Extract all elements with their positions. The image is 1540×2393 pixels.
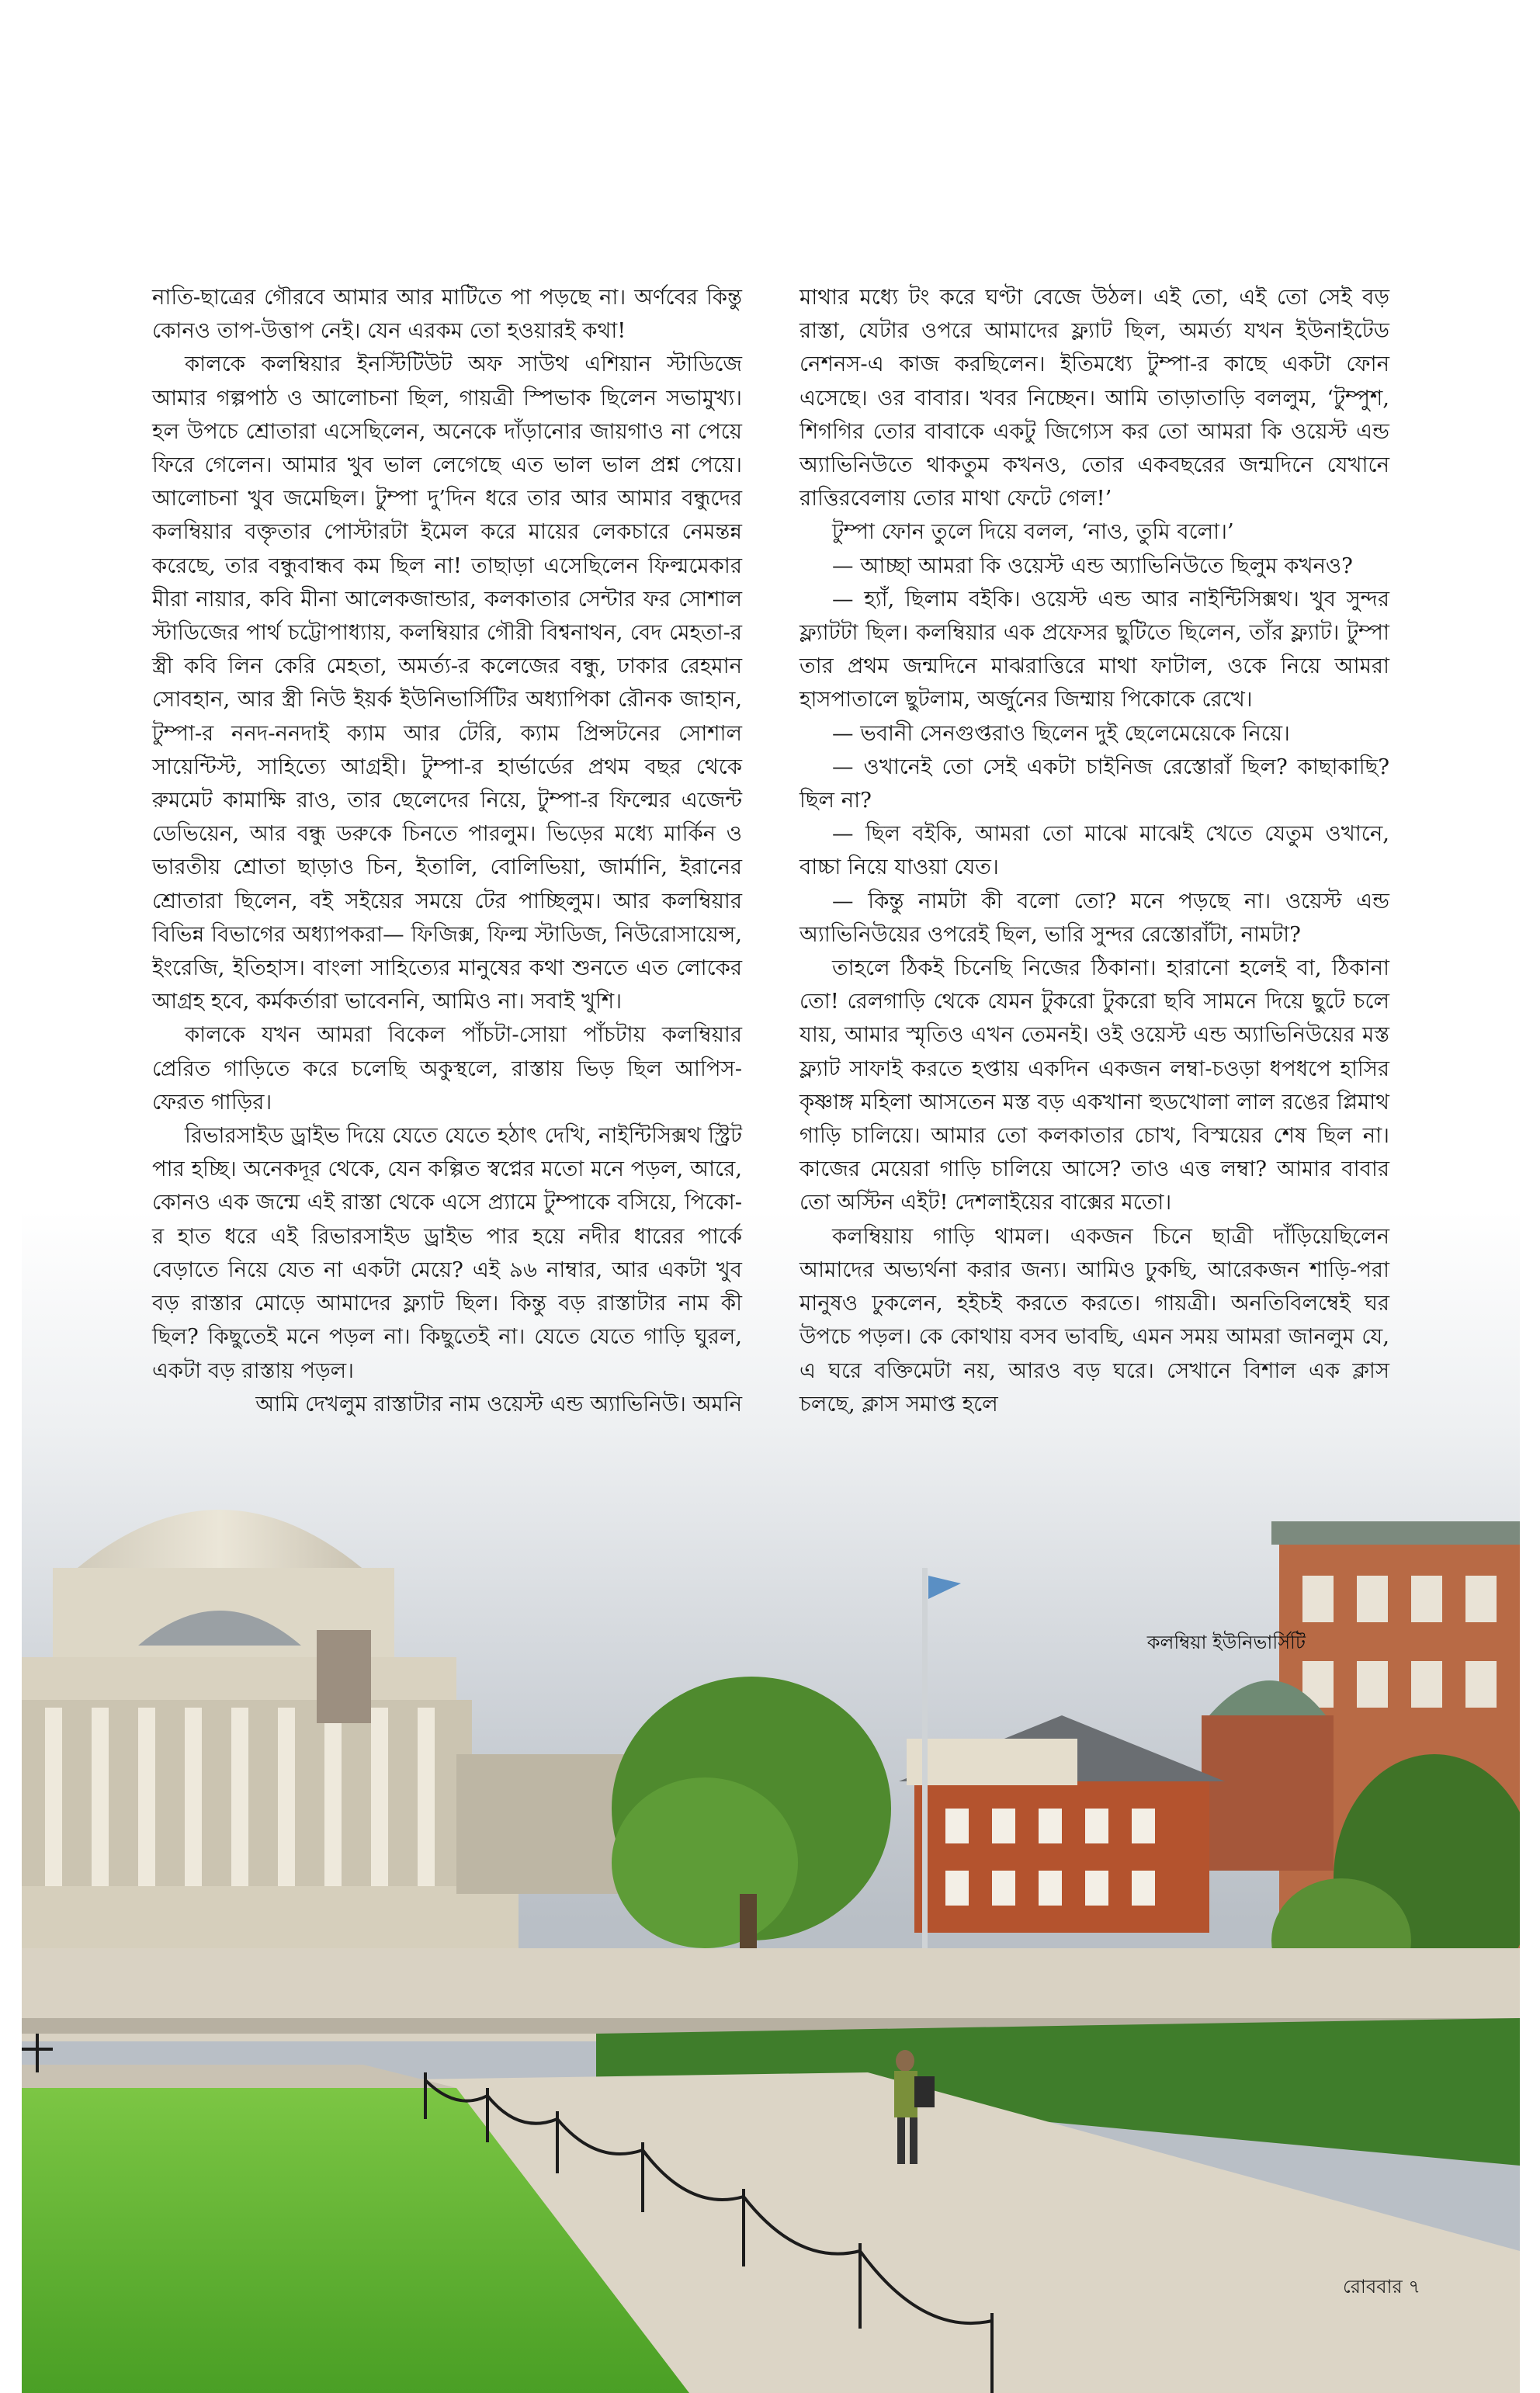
paragraph: — কিন্তু নামটা কী বলো তো? মনে পড়ছে না। ওয়েস্ট এন্ড অ্যাভিনিউয়ের ওপরেই ছিল, ভারি সুন্দর রেস্তোরাঁটা, নামটা? bbox=[799, 888, 1389, 947]
paragraph: — হ্যাঁ, ছিলাম বইকি। ওয়েস্ট এন্ড আর নাইন্টিসিক্সথ। খুব সুন্দর ফ্ল্যাটটা ছিল। কলম্বিয়ার এক প্রফেসর ছুটিতে ছিলেন, তাঁর ফ্ল্যাট। টুম্পা তার প্রথম জন্মদিনে মাঝরাত্তিরে মাথা ফাটাল, ওকে নিয়ে আমরা হাসপাতালে ছুটলাম, অর্জুনের জিম্মায় পিকোকে রেখে। bbox=[799, 586, 1389, 713]
article-right-column bbox=[799, 281, 1389, 1421]
flag-pole bbox=[922, 1568, 928, 1956]
paragraph: আমি দেখলুম রাস্তাটার নাম ওয়েস্ট এন্ড অ্যাভিনিউ। অমনি bbox=[255, 1391, 742, 1417]
article-left-column bbox=[152, 281, 742, 1421]
paragraph: নাতি-ছাত্রের গৌরবে আমার আর মাটিতে পা পড়ছে না। অর্ণবের কিন্তু কোনও তাপ-উত্তাপ নেই। যেন এরকম তো হওয়ারই কথা! bbox=[152, 285, 742, 344]
paragraph: টুম্পা ফোন তুলে দিয়ে বলল, ‘নাও, তুমি বলো।’ bbox=[832, 519, 1234, 545]
paragraph: কালকে যখন আমরা বিকেল পাঁচটা-সোয়া পাঁচটায় কলম্বিয়ার প্রেরিত গাড়িতে করে চলেছি অকুস্থলে, রাস্তায় ভিড় ছিল আপিস-ফেরত গাড়ির। bbox=[152, 1022, 742, 1115]
paragraph: — ওখানেই তো সেই একটা চাইনিজ রেস্তোরাঁ ছিল? কাছাকাছি? ছিল না? bbox=[799, 754, 1389, 813]
paragraph: — ভবানী সেনগুপ্তরাও ছিলেন দুই ছেলেমেয়েকে নিয়ে। bbox=[832, 720, 1290, 746]
paragraph: মাথার মধ্যে টং করে ঘণ্টা বেজে উঠল। এই তো, এই তো সেই বড় রাস্তা, যেটার ওপরে আমাদের ফ্ল্যাট ছিল, অমর্ত্য যখন ইউনাইটেড নেশনস-এ কাজ করছিলেন। ইতিমধ্যে টুম্পা-র কাছে একটা ফোন এসেছে। ওর বাবার। খবর নিচ্ছেন। আমি তাড়াতাড়ি বললুম, ‘টুম্পুশ, শিগগির তোর বাবাকে একটু জিগ্যেস কর তো আমরা কি ওয়েস্ট এন্ড অ্যাভিনিউতে থাকতুম কখনও, তোর একবছরের জন্মদিনে যেখানে রাত্তিরবেলায় তোর মাথা ফেটে গেল!’ bbox=[799, 285, 1389, 512]
paragraph: তাহলে ঠিকই চিনেছি নিজের ঠিকানা। হারানো হলেই বা, ঠিকানা তো! রেলগাড়ি থেকে যেমন টুকরো টুকরো ছবি সামনে দিয়ে ছুটে চলে যায়, আমার স্মৃতিও এখন তেমনই। ওই ওয়েস্ট এন্ড অ্যাভিনিউয়ের মস্ত ফ্ল্যাট সাফাই করতে হপ্তায় একদিন একজন লম্বা-চওড়া ধপধপে হাসির কৃষ্ণাঙ্গ মহিলা আসতেন মস্ত বড় একখানা হুডখোলা লাল রঙের প্লিমাথ গাড়ি চালিয়ে। আমার তো কলকাতার চোখ, বিস্ময়ের শেষ ছিল না। কাজের মেয়েরা গাড়ি চালিয়ে আসে? তাও এত্ত লম্বা? আমার বাবার তো অস্টিন এইট! দেশলাইয়ের বাক্সের মতো। bbox=[799, 955, 1389, 1216]
paragraph: রিভারসাইড ড্রাইভ দিয়ে যেতে যেতে হঠাৎ দেখি, নাইন্টিসিক্সথ স্ট্রিট পার হচ্ছি। অনেকদূর থেকে, যেন কল্পিত স্বপ্নের মতো মনে পড়ল, আরে, কোনও এক জন্মে এই রাস্তা থেকে এসে প্র্যামে টুম্পাকে বসিয়ে, পিকো-র হাত ধরে এই রিভারসাইড ড্রাইভ পার হয়ে নদীর ধারের পার্কে বেড়াতে নিয়ে যেত না একটা মেয়ে? এই ৯৬ নাম্বার, আর একটা খুব বড় রাস্তার মোড়ে আমাদের ফ্ল্যাট ছিল। কিন্তু বড় রাস্তাটার নাম কী ছিল? কিছুতেই মনে পড়ল না। কিছুতেই না। যেতে যেতে গাড়ি ঘুরল, একটা বড় রাস্তায় পড়ল। bbox=[152, 1123, 742, 1383]
page-folio: রোববার ৭ bbox=[1342, 2276, 1420, 2298]
paragraph: কলম্বিয়ায় গাড়ি থামল। একজন চিনে ছাত্রী দাঁড়িয়েছিলেন আমাদের অভ্যর্থনা করার জন্য। আমিও ঢুকছি, আরেকজন শাড়ি-পরা মানুষও ঢুকলেন, হইচই করতে করতে। গায়ত্রী। অনতিবিলম্বেই ঘর উপচে পড়ল। কে কোথায় বসব ভাবছি, এমন সময় আমরা জানলুম যে, এ ঘরে বক্তিমেটা নয়, আরও বড় ঘরে। সেখানে বিশাল এক ক্লাস চলছে, ক্লাস সমাপ্ত হলে bbox=[799, 1223, 1389, 1417]
paragraph: কালকে কলম্বিয়ার ইনস্টিটিউট অফ সাউথ এশিয়ান স্টাডিজে আমার গল্পপাঠ ও আলোচনা ছিল, গায়ত্রী স্পিভাক ছিলেন সভামুখ্য। হল উপচে শ্রোতারা এসেছিলেন, অনেকে দাঁড়ানোর জায়গাও না পেয়ে ফিরে গেলেন। আমার খুব ভাল লেগেছে এত ভাল ভাল প্রশ্ন পেয়ে। আলোচনা খুব জমেছিল। টুম্পা দু’দিন ধরে তার আর আমার বন্ধুদের কলম্বিয়ার বক্তৃতার পোস্টারটা ইমেল করে মায়ের লেকচারে নেমন্তন্ন করেছে, তার বন্ধুবান্ধব কম ছিল না! তাছাড়া এসেছিলেন ফিল্মমেকার মীরা নায়ার, কবি মীনা আলেকজান্ডার, কলকাতার সেন্টার ফর সোশাল স্টাডিজের পার্থ চট্টোপাধ্যায়, কলম্বিয়ার গৌরী বিশ্বনাথন, বেদ মেহতা-র স্ত্রী কবি লিন কেরি মেহতা, অমর্ত্য-র কলেজের বন্ধু, ঢাকার রেহমান সোবহান, আর স্ত্রী নিউ ইয়র্ক ইউনিভার্সিটির অধ্যাপিকা রৌনক জাহান, টুম্পা-র ননদ-ননদাই ক্যাম আর টেরি, ক্যাম প্রিন্সটনের সোশাল সায়েন্টিস্ট, সাহিত্যে আগ্রহী। টুম্পা-র হার্ভার্ডের প্রথম বছর থেকে রুমমেট কামাক্ষি রাও, তার ছেলেদের নিয়ে, টুম্পা-র ফিল্মের এজেন্ট ডেভিয়েন, আর বন্ধু ডরুকে চিনতে পারলুম। ভিড়ের মধ্যে মার্কিন ও ভারতীয় শ্রোতা ছাড়াও চিন, ইতালি, বোলিভিয়া, জার্মানি, ইরানের শ্রোতারা ছিলেন, বই সইয়ের সময়ে টের পাচ্ছিলুম। আর কলম্বিয়ার বিভিন্ন বিভাগের অধ্যাপকরা— ফিজিক্স, ফিল্ম স্টাডিজ, নিউরোসায়েন্স, ইংরেজি, ইতিহাস। বাংলা সাহিত্যের মানুষের কথা শুনতে এত লোকের আগ্রহ হবে, কর্মকর্তারা ভাবেননি, আমিও না। সবাই খুশি। bbox=[152, 352, 742, 1014]
paragraph: — আচ্ছা আমরা কি ওয়েস্ট এন্ড অ্যাভিনিউতে ছিলুম কখনও? bbox=[832, 553, 1353, 578]
paragraph: — ছিল বইকি, আমরা তো মাঝে মাঝেই খেতে যেতুম ওখানে, বাচ্চা নিয়ে যাওয়া যেত। bbox=[799, 821, 1389, 880]
photo-caption: কলম্বিয়া ইউনিভার্সিটি bbox=[1146, 1632, 1306, 1653]
